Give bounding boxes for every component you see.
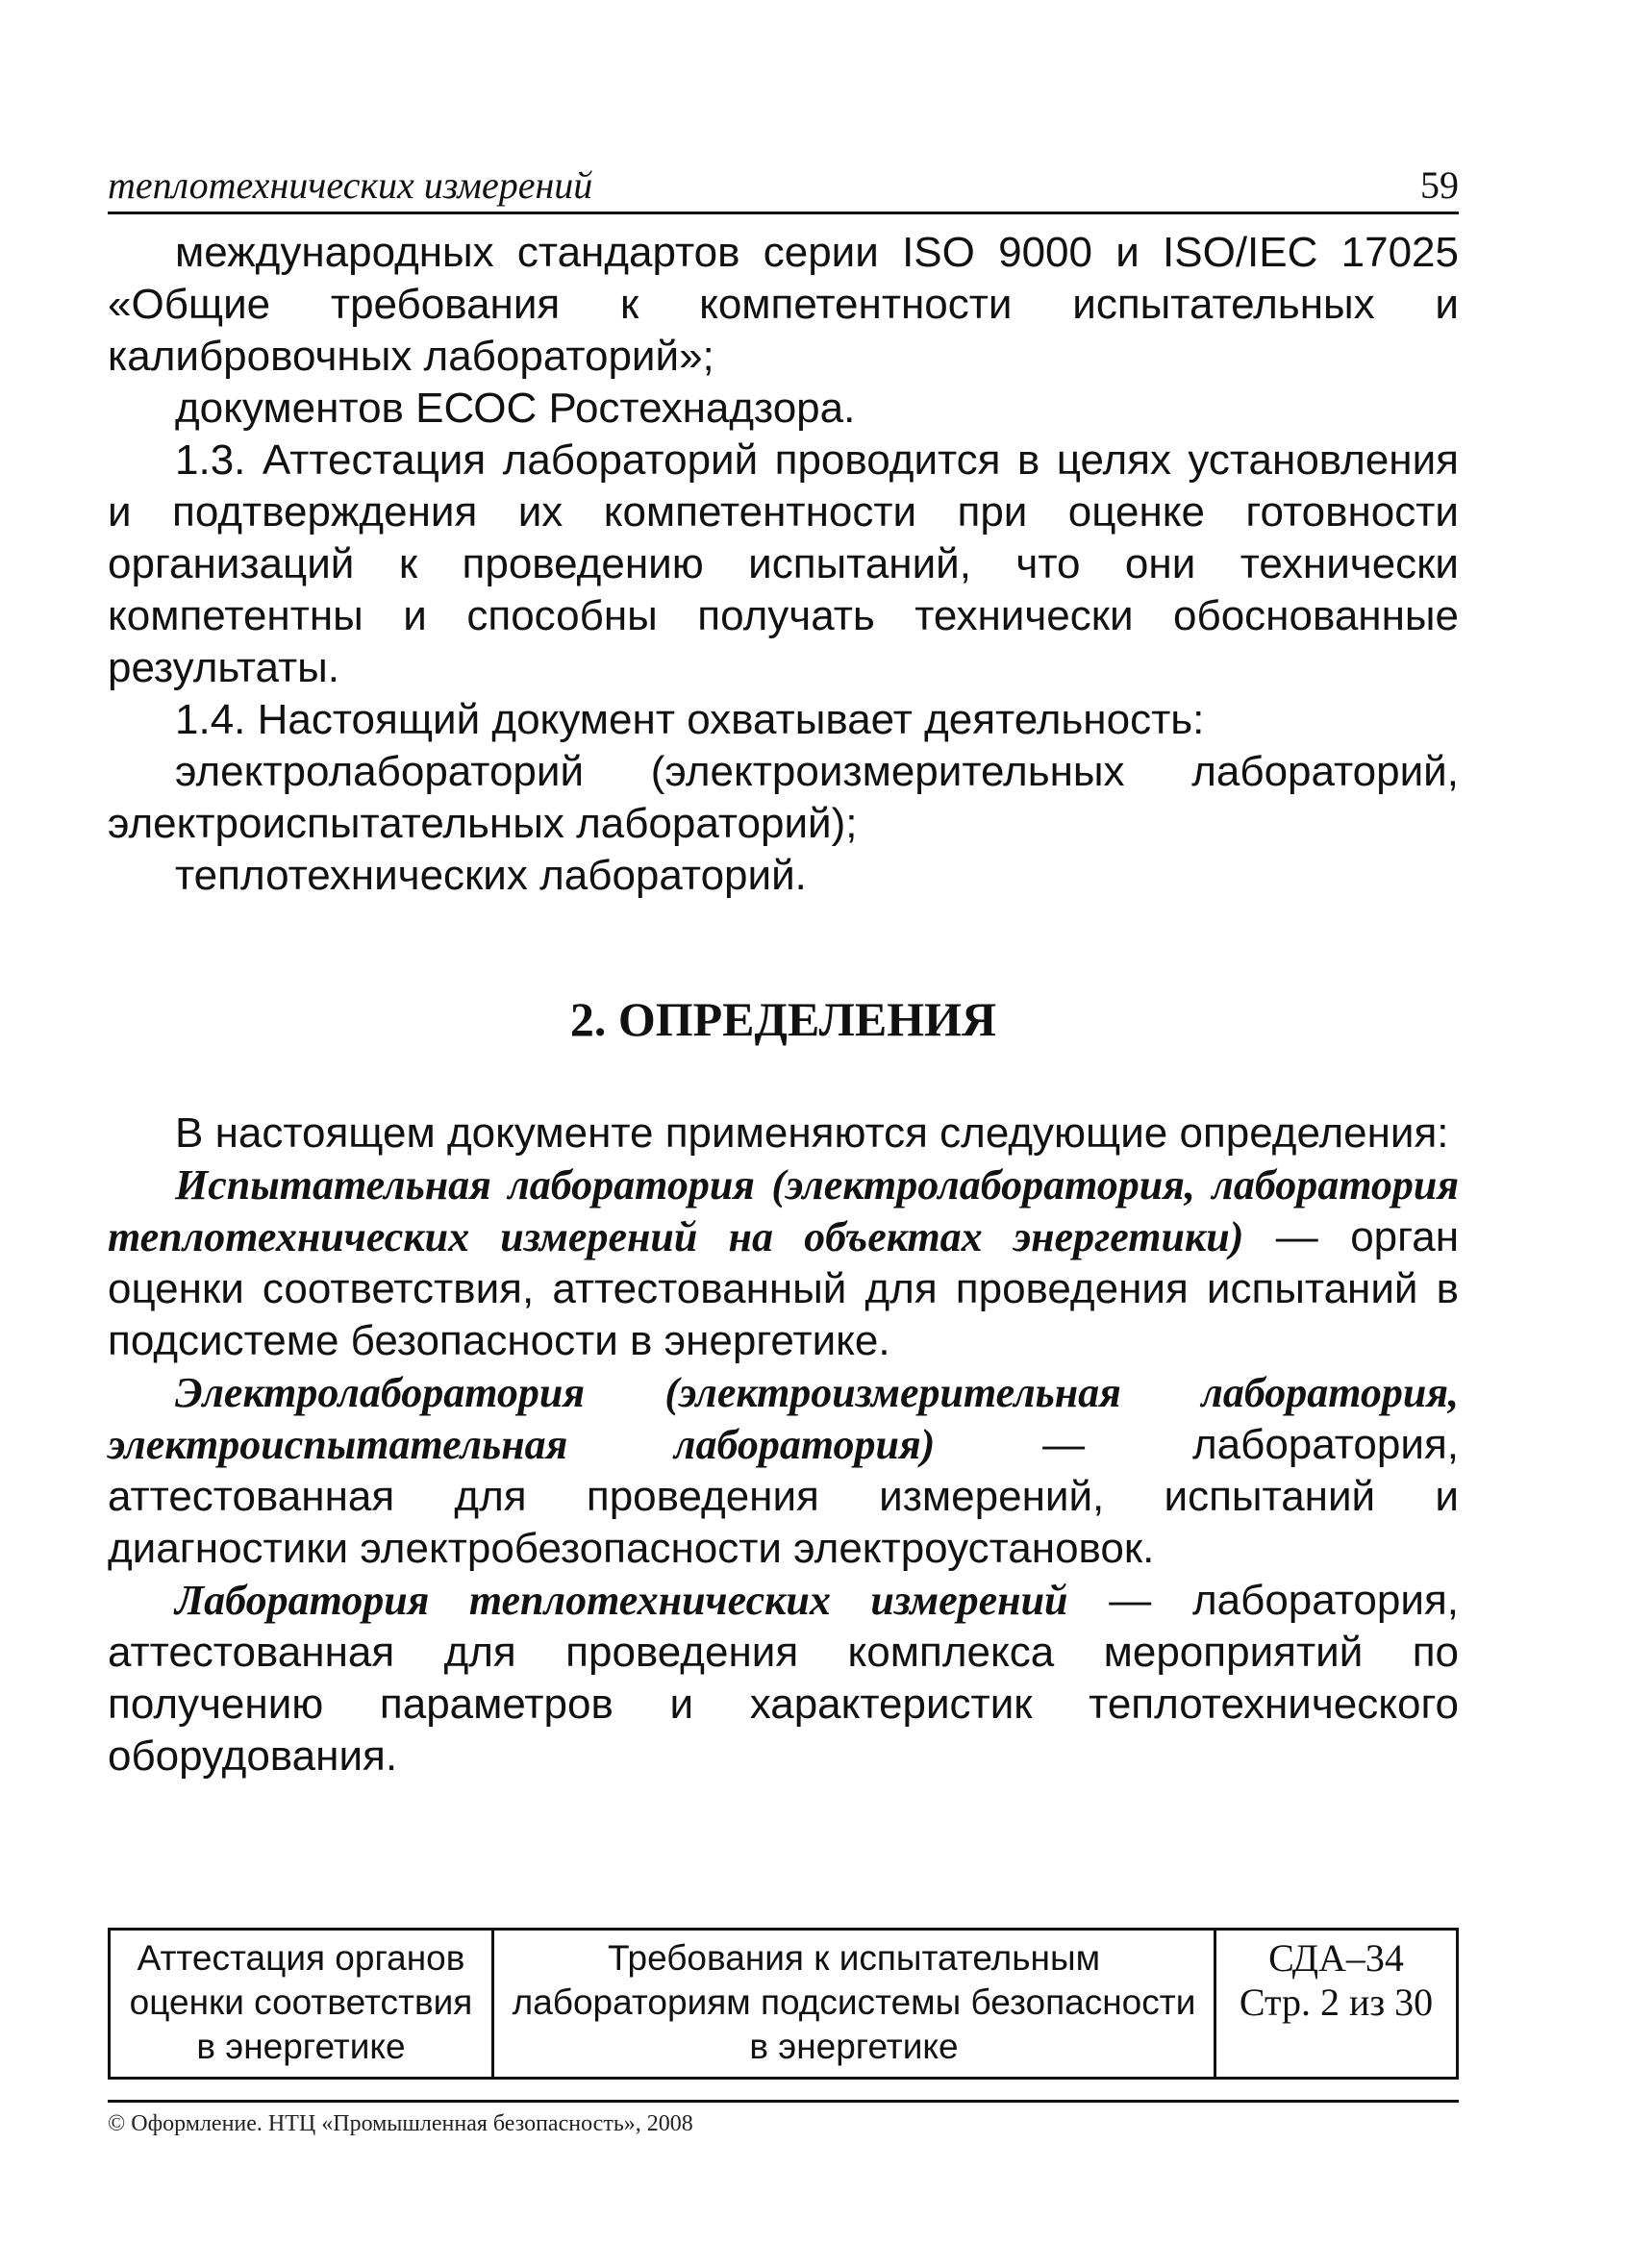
definition-term: Электролаборатория (электроизмерительная лаборатория, электроиспытательная лаборатория) (108, 1369, 1459, 1468)
footer-line: Аттестация органов (137, 1938, 465, 1978)
footer-cell-code (1215, 1930, 1458, 2079)
paragraph: международных стандартов серии ISO 9000 и ISO/IEC 17025 «Общие требования к компетентности испытательных и калибровочных лабораторий»; (108, 229, 1459, 380)
page-count: Стр. 2 из 30 (1239, 1981, 1434, 2024)
definition (108, 1159, 1459, 1367)
definition (108, 1575, 1459, 1782)
section-heading: 2. ОПРЕДЕЛЕНИЯ (569, 992, 997, 1046)
definition (108, 1367, 1459, 1575)
footer-line: оценки соответствия (129, 1982, 473, 2022)
paragraph: электролабораторий (электроизмерительных лабораторий, электроиспытательных лабораторий); (108, 748, 1459, 847)
definition-term: Лаборатория теплотехнических измерений (175, 1577, 1068, 1624)
definition-text: — лаборатория, аттестованная для проведения комплекса мероприятий по получению параметров и характеристик теплотехнического оборудования. (108, 1577, 1459, 1780)
footer-cell-title (110, 1930, 493, 2079)
running-header (108, 158, 1459, 214)
document-footer-table (108, 1928, 1459, 2080)
page-number: 59 (1420, 163, 1459, 207)
paragraph: теплотехнических лабораторий. (175, 852, 807, 899)
footer-line: в энергетике (749, 2027, 959, 2066)
definition-text: — лаборатория, аттестованная для проведения измерений, испытаний и диагностики электробезопасности электроустановок. (108, 1421, 1459, 1572)
copyright-notice: © Оформление. НТЦ «Промышленная безопасность», 2008 (108, 2111, 693, 2136)
paragraph: 1.3. Аттестация лабораторий проводится в целях установления и подтверждения их компетентности при оценке готовности организаций к проведению испытаний, что они технически компетентны и способны получать технически обоснованные результаты. (108, 436, 1459, 691)
footer-line: лабораториям подсистемы безопасности (512, 1982, 1196, 2022)
footer-row (110, 1930, 1458, 2079)
paragraph: 1.4. Настоящий документ охватывает деятельность: (175, 696, 1205, 743)
footer-rule (108, 2100, 1459, 2103)
definition-term: Испытательная лаборатория (электролаборатория, лаборатория теплотехнических измерений на объектах энергетики) (108, 1161, 1459, 1260)
definition-text: — орган оценки соответствия, аттестованный для проведения испытаний в подсистеме безопасности в энергетике. (108, 1213, 1459, 1364)
document-code: СДА–34 (1268, 1936, 1404, 1980)
footer-cell-subject (493, 1930, 1215, 2079)
paragraph: В настоящем документе применяются следующие определения: (175, 1109, 1449, 1157)
body-text (108, 227, 1459, 1782)
paragraph: документов ЕСОС Ростехнадзора. (175, 385, 856, 432)
running-title: теплотехнических измерений (108, 163, 593, 207)
footer-line: Требования к испытательным (607, 1938, 1101, 1978)
footer-line: в энергетике (196, 2027, 406, 2066)
